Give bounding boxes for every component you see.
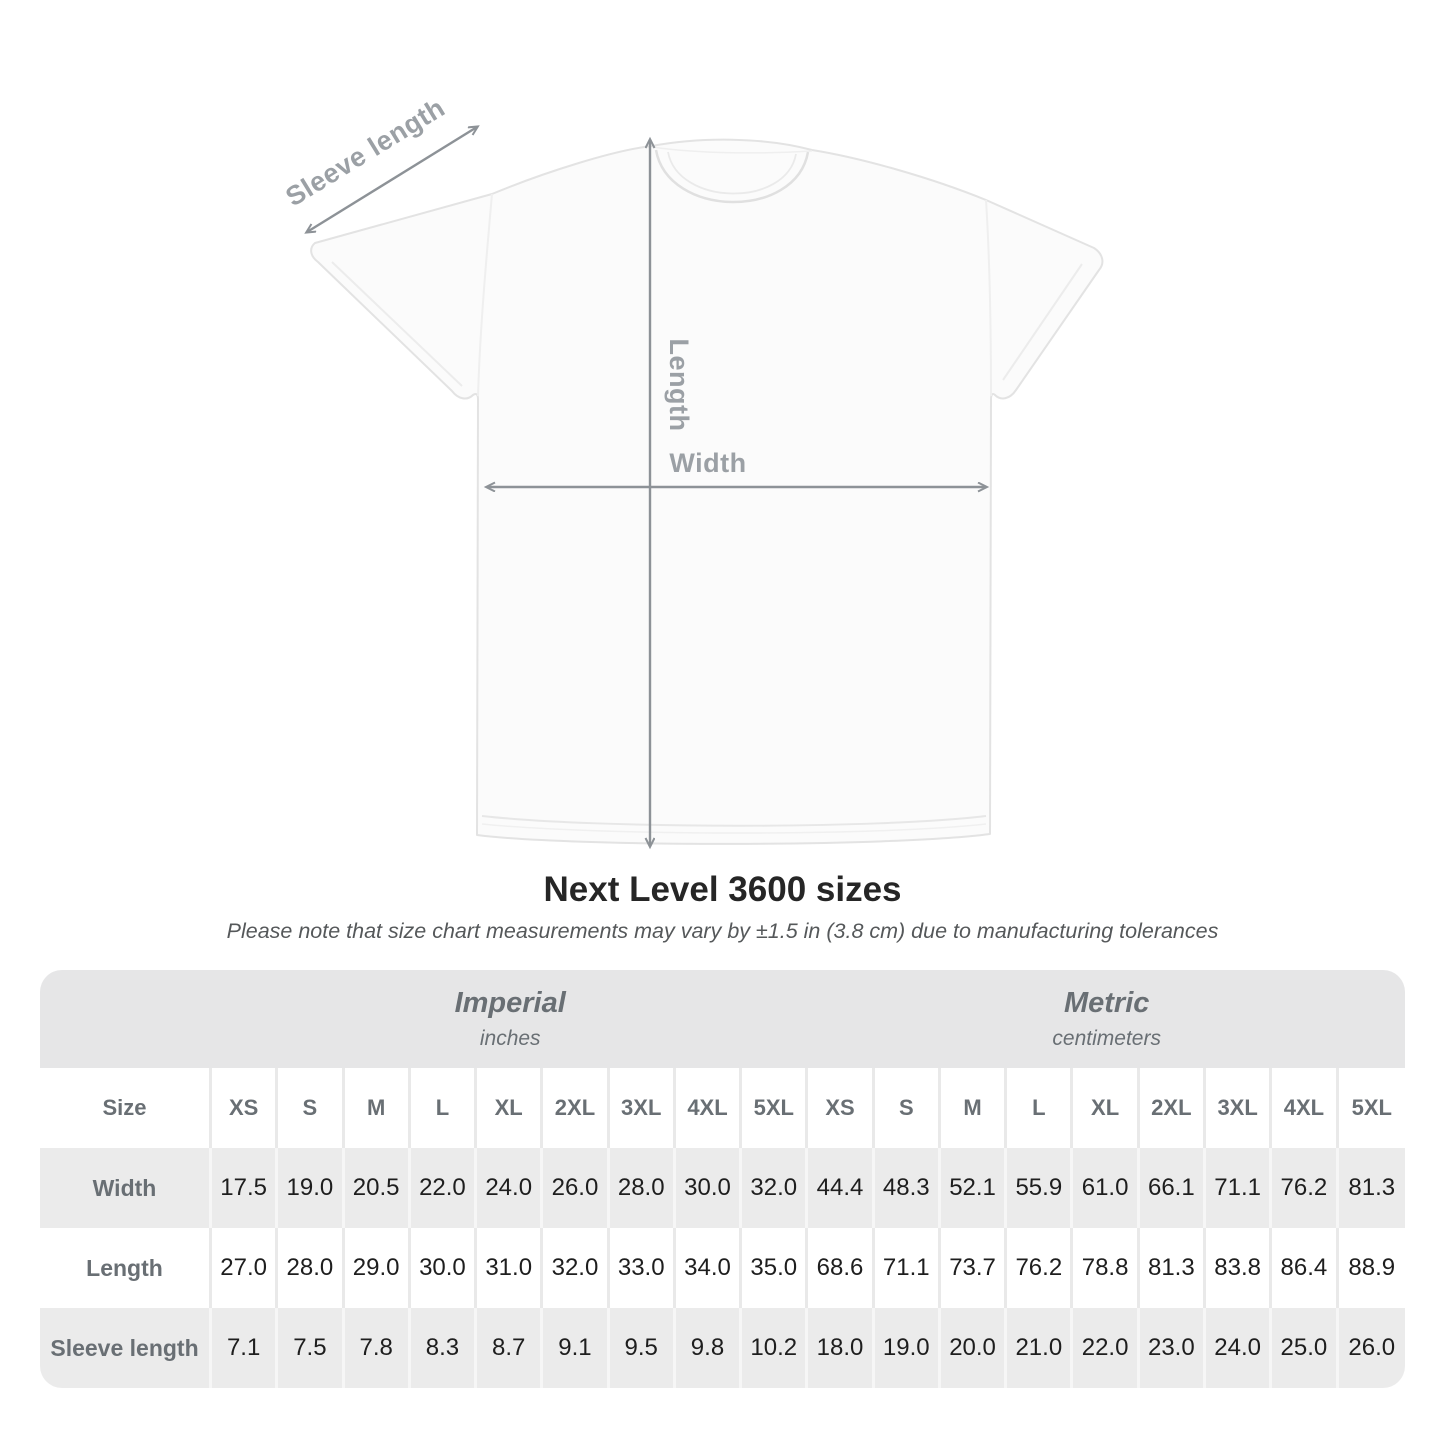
measurement-cell: 20.0 xyxy=(941,1308,1007,1388)
imperial-group-header xyxy=(212,970,808,1068)
row-label: Sleeve length xyxy=(40,1308,212,1388)
size-chart-table xyxy=(40,970,1405,1388)
size-header-imperial-3xl: 3XL xyxy=(610,1068,676,1148)
measurement-cell: 27.0 xyxy=(212,1228,278,1308)
measurement-cell: 76.2 xyxy=(1007,1228,1073,1308)
measurement-cell: 18.0 xyxy=(808,1308,874,1388)
measurement-cell: 24.0 xyxy=(477,1148,543,1228)
size-header-metric-xl: XL xyxy=(1073,1068,1139,1148)
measurement-cell: 21.0 xyxy=(1007,1308,1073,1388)
table-corner-cell xyxy=(40,970,212,1068)
size-table-wrap xyxy=(40,970,1405,1388)
measurement-cell: 19.0 xyxy=(278,1148,344,1228)
metric-sublabel: centimeters xyxy=(1052,1027,1161,1051)
measurement-cell: 73.7 xyxy=(941,1228,1007,1308)
measurement-cell: 30.0 xyxy=(411,1228,477,1308)
size-header-metric-m: M xyxy=(941,1068,1007,1148)
measurement-cell: 24.0 xyxy=(1206,1308,1272,1388)
measurement-cell: 48.3 xyxy=(875,1148,941,1228)
size-header-metric-s: S xyxy=(875,1068,941,1148)
size-header-imperial-4xl: 4XL xyxy=(676,1068,742,1148)
size-header-metric-xs: XS xyxy=(808,1068,874,1148)
measurement-cell: 44.4 xyxy=(808,1148,874,1228)
measurement-cell: 71.1 xyxy=(1206,1148,1272,1228)
measurement-cell: 19.0 xyxy=(875,1308,941,1388)
sleeve-length-label: Sleeve length xyxy=(280,92,451,213)
unit-group-row xyxy=(40,970,1405,1068)
measurement-cell: 35.0 xyxy=(742,1228,808,1308)
measurement-cell: 17.5 xyxy=(212,1148,278,1228)
measurement-cell: 7.8 xyxy=(345,1308,411,1388)
measurement-cell: 71.1 xyxy=(875,1228,941,1308)
measurement-cell: 7.1 xyxy=(212,1308,278,1388)
measurement-cell: 30.0 xyxy=(676,1148,742,1228)
size-header-imperial-5xl: 5XL xyxy=(742,1068,808,1148)
tolerance-note: Please note that size chart measurements may vary by ±1.5 in (3.8 cm) due to manufacturing tolerances xyxy=(226,919,1219,944)
size-header-metric-3xl: 3XL xyxy=(1206,1068,1272,1148)
metric-label: Metric xyxy=(1063,987,1150,1020)
measurement-cell: 31.0 xyxy=(477,1228,543,1308)
measurement-cell: 55.9 xyxy=(1007,1148,1073,1228)
measurement-cell: 26.0 xyxy=(1339,1308,1405,1388)
table-row-sleeve-length xyxy=(40,1308,1405,1388)
table-row-length xyxy=(40,1228,1405,1308)
table-row-width xyxy=(40,1148,1405,1228)
measurement-cell: 68.6 xyxy=(808,1228,874,1308)
size-header-imperial-xl: XL xyxy=(477,1068,543,1148)
measurement-cell: 81.3 xyxy=(1339,1148,1405,1228)
size-column-header: Size xyxy=(40,1068,212,1148)
size-header-imperial-m: M xyxy=(345,1068,411,1148)
size-header-metric-5xl: 5XL xyxy=(1339,1068,1405,1148)
page-title: Next Level 3600 sizes xyxy=(543,870,902,909)
measurement-cell: 29.0 xyxy=(345,1228,411,1308)
length-label: Length xyxy=(664,338,694,432)
measurement-cell: 32.0 xyxy=(543,1228,609,1308)
size-header-metric-2xl: 2XL xyxy=(1140,1068,1206,1148)
measurement-cell: 78.8 xyxy=(1073,1228,1139,1308)
tshirt-shape xyxy=(311,140,1102,844)
measurement-cell: 34.0 xyxy=(676,1228,742,1308)
size-header-metric-4xl: 4XL xyxy=(1272,1068,1338,1148)
measurement-cell: 26.0 xyxy=(543,1148,609,1228)
imperial-label: Imperial xyxy=(454,987,566,1020)
measurement-cell: 9.5 xyxy=(610,1308,676,1388)
size-header-row xyxy=(40,1068,1405,1148)
measurement-cell: 28.0 xyxy=(278,1228,344,1308)
measurement-cell: 88.9 xyxy=(1339,1228,1405,1308)
measurement-cell: 61.0 xyxy=(1073,1148,1139,1228)
measurement-cell: 8.3 xyxy=(411,1308,477,1388)
measurement-cell: 8.7 xyxy=(477,1308,543,1388)
measurement-cell: 23.0 xyxy=(1140,1308,1206,1388)
measurement-cell: 20.5 xyxy=(345,1148,411,1228)
metric-group-header xyxy=(808,970,1405,1068)
measurement-cell: 25.0 xyxy=(1272,1308,1338,1388)
measurement-cell: 86.4 xyxy=(1272,1228,1338,1308)
size-header-imperial-2xl: 2XL xyxy=(543,1068,609,1148)
size-header-imperial-s: S xyxy=(278,1068,344,1148)
imperial-sublabel: inches xyxy=(479,1027,541,1051)
size-header-metric-l: L xyxy=(1007,1068,1073,1148)
measurement-cell: 32.0 xyxy=(742,1148,808,1228)
measurement-cell: 76.2 xyxy=(1272,1148,1338,1228)
measurement-cell: 9.8 xyxy=(676,1308,742,1388)
row-label: Length xyxy=(40,1228,212,1308)
measurement-cell: 22.0 xyxy=(411,1148,477,1228)
measurement-cell: 28.0 xyxy=(610,1148,676,1228)
measurement-cell: 7.5 xyxy=(278,1308,344,1388)
size-header-imperial-l: L xyxy=(411,1068,477,1148)
measurement-cell: 52.1 xyxy=(941,1148,1007,1228)
size-header-imperial-xs: XS xyxy=(212,1068,278,1148)
measurement-cell: 81.3 xyxy=(1140,1228,1206,1308)
measurement-cell: 10.2 xyxy=(742,1308,808,1388)
row-label: Width xyxy=(40,1148,212,1228)
measurement-cell: 9.1 xyxy=(543,1308,609,1388)
measurement-cell: 22.0 xyxy=(1073,1308,1139,1388)
measurement-cell: 66.1 xyxy=(1140,1148,1206,1228)
measurement-cell: 33.0 xyxy=(610,1228,676,1308)
measurement-cell: 83.8 xyxy=(1206,1228,1272,1308)
width-label: Width xyxy=(669,448,747,478)
